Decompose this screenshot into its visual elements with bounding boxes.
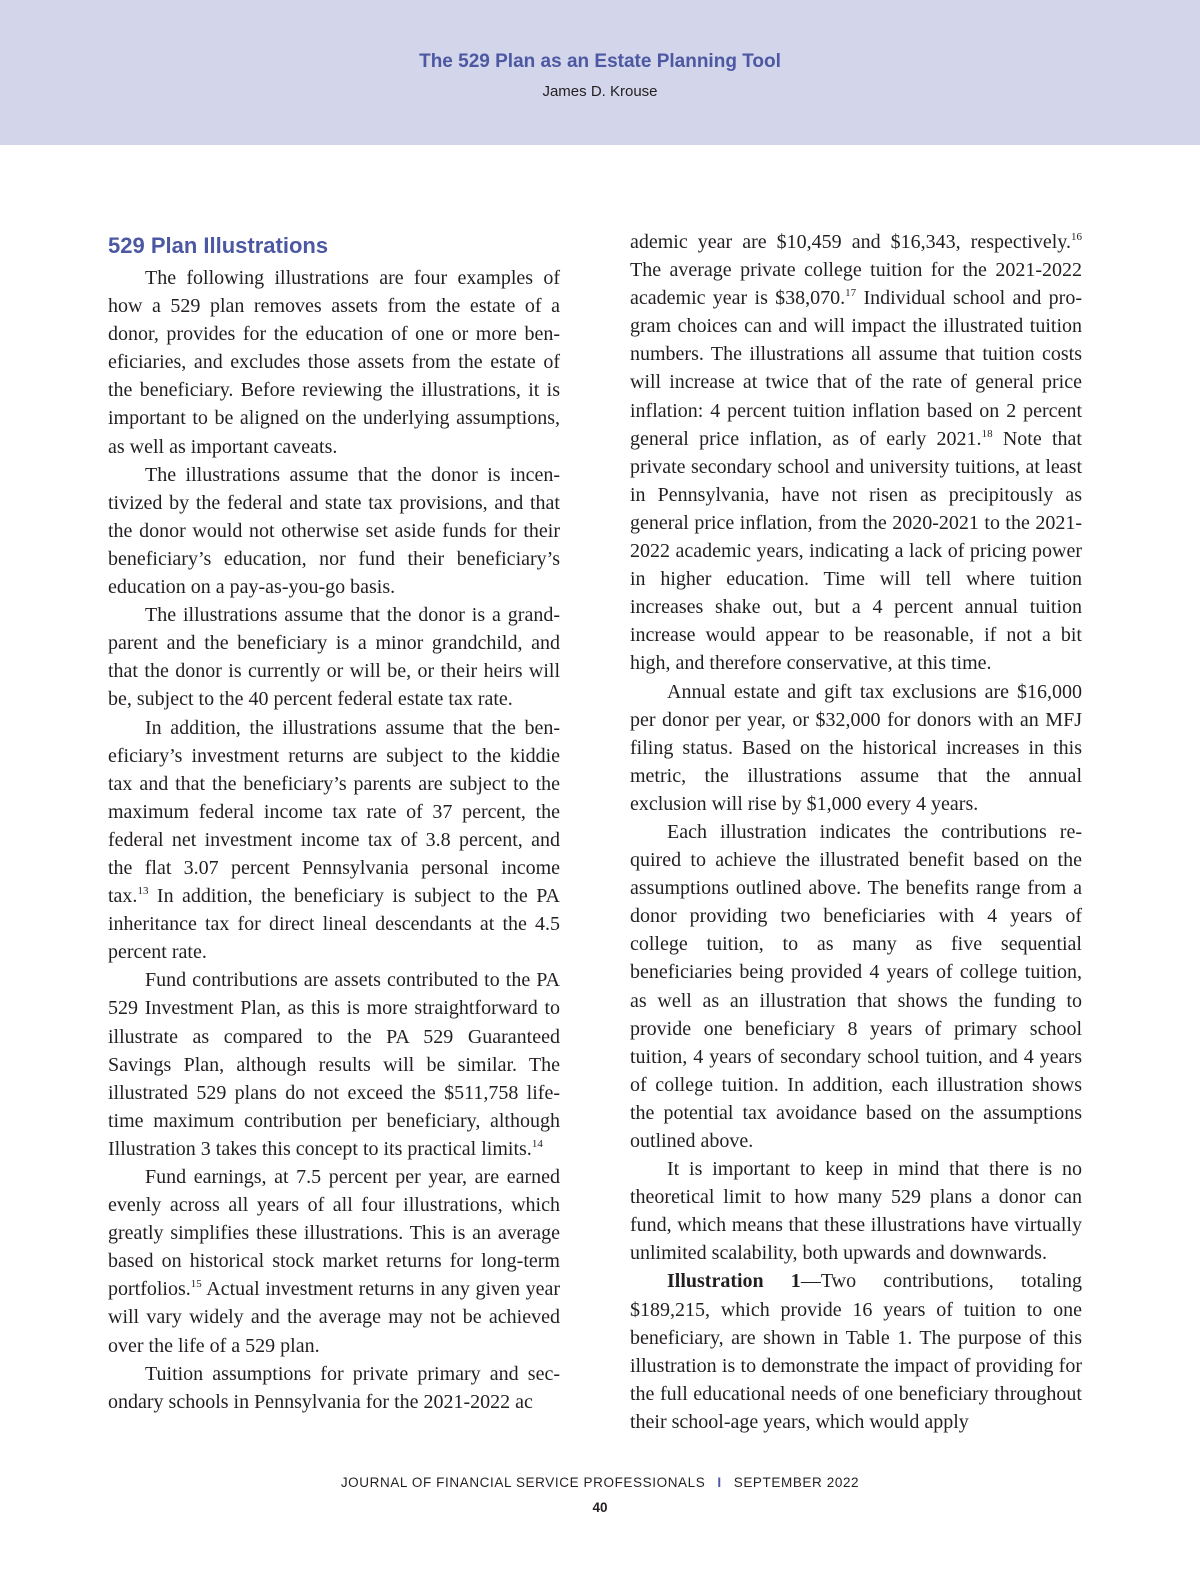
section-heading: 529 Plan Illustrations <box>108 233 329 258</box>
paragraph <box>108 1360 560 1416</box>
footnote-ref: 18 <box>981 427 993 440</box>
paragraph <box>108 601 560 713</box>
paragraph-text: The following illustrations are four examples of how a 529 plan removes assets from the estate of a donor, provides for the education of one or more beneficiaries, and excludes those assets from the estate of the beneficiary. Before reviewing the illustrations, it is important to be aligned on the underlying assumptions, as well as important caveats. <box>108 267 560 458</box>
left-column <box>108 228 560 1416</box>
footnote-ref: 17 <box>845 287 857 300</box>
paragraph-text: The illustrations assume that the donor is a grandparent and the beneficiary is a minor grandchild, and that the donor is currently or will be, or their heirs will be, subject to the 40 percent federal estate tax rate. <box>108 604 560 711</box>
paragraph-text: Actual investment returns in any given year will vary widely and the average may not be achieved over the life of a 529 plan. <box>108 1278 560 1357</box>
illustration-label: Illustration 1 <box>667 1270 801 1293</box>
paragraph <box>630 678 1082 818</box>
paragraph-text: Annual estate and gift tax exclusions are $16,000 per donor per year, or $32,000 for donors with an MFJ filing status. Based on the historical increases in this metric, the illustrations assume that the annual exclusion will rise by $1,000 every 4 years. <box>630 680 1082 815</box>
paragraph-text: In addition, the beneficiary is subject to the PA inheritance tax for direct lineal descendants at the 4.5 percent rate. <box>108 885 560 964</box>
running-header-title: The 529 Plan as an Estate Planning Tool <box>419 51 781 72</box>
paragraph-text: In addition, the illustrations assume that the beneficiary’s investment returns are subject to the kiddie tax and that the beneficiary’s parents are subject to the maximum federal income tax rate of 37 percent, the federal net investment income tax of 3.8 percent, and the flat 3.07 percent Pennsylvania personal income tax. <box>108 716 560 908</box>
paragraph-text: —Two contributions, totaling $189,215, which provide 16 years of tuition to one beneficiary, are shown in Table 1. The purpose of this illustration is to demonstrate the impact of providing for the full educational needs of one beneficiary throughout their school-age years, which would apply <box>630 1270 1082 1433</box>
footnote-ref: 15 <box>190 1278 202 1291</box>
paragraph-text: Tuition assumptions for private primary and secondary schools in Pennsylvania for the 2021-2022 ac <box>108 1362 560 1413</box>
paragraph-text: ademic year are $10,459 and $16,343, respectively. <box>630 231 1071 253</box>
footnote-ref: 14 <box>531 1137 543 1150</box>
paragraph-text: The illustrations assume that the donor is incentivized by the federal and state tax provisions, and that the donor would not otherwise set aside funds for their beneficiary’s education, nor fund their beneficiary’s education on a pay-as-you-go basis. <box>108 463 560 599</box>
paragraph-text: Fund earnings, at 7.5 percent per year, are earned evenly across all years of all four illustrations, which greatly simplifies these illustrations. This is an average based on historical stock market returns for long-term portfolios. <box>108 1166 560 1301</box>
paragraph-text: Each illustration indicates the contributions required to achieve the illustrated benefit based on the assumptions outlined above. The benefits range from a donor providing two beneficiaries with 4 years of college tuition, to as many as five sequential beneficiaries being provided 4 years of college tuition, as well as an illustration that shows the funding to provide one beneficiary 8 years of primary school tuition, 4 years of secondary school tuition, and 4 years of college tuition. In addition, each illustration shows the potential tax avoidance based on the assumptions outlined above. <box>630 820 1082 1152</box>
paragraph-text: Note that private secondary school and university tuitions, at least in Pennsylvania, have not risen as precipitously as general price inflation, from the 2020-2021 to the 2021-2022 academic years, indicating a lack of pricing power in higher education. Time will tell where tuition increases shake out, but a 4 percent annual tuition increase would appear to be reasonable, if not a bit high, and therefore conservative, at this time. <box>630 427 1082 675</box>
header-band <box>0 0 1200 145</box>
page-number: 40 <box>592 1500 608 1515</box>
right-column <box>630 228 1082 1436</box>
paragraph <box>108 1163 560 1360</box>
paragraph-text: Individual school and program choices can and will impact the illustrated tuition numbers. The illustrations all assume that tuition costs will increase at twice that of the rate of general price inflation: 4 percent tuition inflation based on 2 percent general price inflation, as of early 2021. <box>630 287 1082 450</box>
paragraph-text: The average private college tuition for the 2021-2022 academic year is $38,070. <box>630 259 1082 310</box>
paragraph <box>630 1155 1082 1267</box>
footer <box>0 1475 1200 1490</box>
running-header-author: James D. Krouse <box>542 83 658 100</box>
paragraph <box>630 1267 1082 1436</box>
paragraph <box>108 966 560 1163</box>
footer-journal: JOURNAL OF FINANCIAL SERVICE PROFESSIONALS <box>340 1475 706 1490</box>
paragraph <box>108 461 560 601</box>
paragraph-text: It is important to keep in mind that there is no theoretical limit to how many 529 plans a donor can fund, which means that these illustrations have virtually unlimited scalability, both upwards and downwards. <box>630 1158 1082 1265</box>
paragraph <box>108 714 560 967</box>
footnote-ref: 16 <box>1071 231 1082 243</box>
footer-date: SEPTEMBER 2022 <box>733 1475 860 1490</box>
paragraph <box>630 818 1082 1155</box>
footnote-ref: 13 <box>137 885 149 898</box>
paragraph-text: Fund contributions are assets contributed to the PA 529 Investment Plan, as this is more straightforward to illustrate as compared to the PA 529 Guaranteed Savings Plan, although results will be similar. The illustrated 529 plans do not exceed the $511,758 lifetime maximum contribution per beneficiary, although Illustration 3 takes this concept to its practical limits. <box>108 969 560 1160</box>
paragraph <box>108 264 560 461</box>
paragraph <box>630 228 1082 678</box>
footer-separator: I <box>717 1475 722 1490</box>
